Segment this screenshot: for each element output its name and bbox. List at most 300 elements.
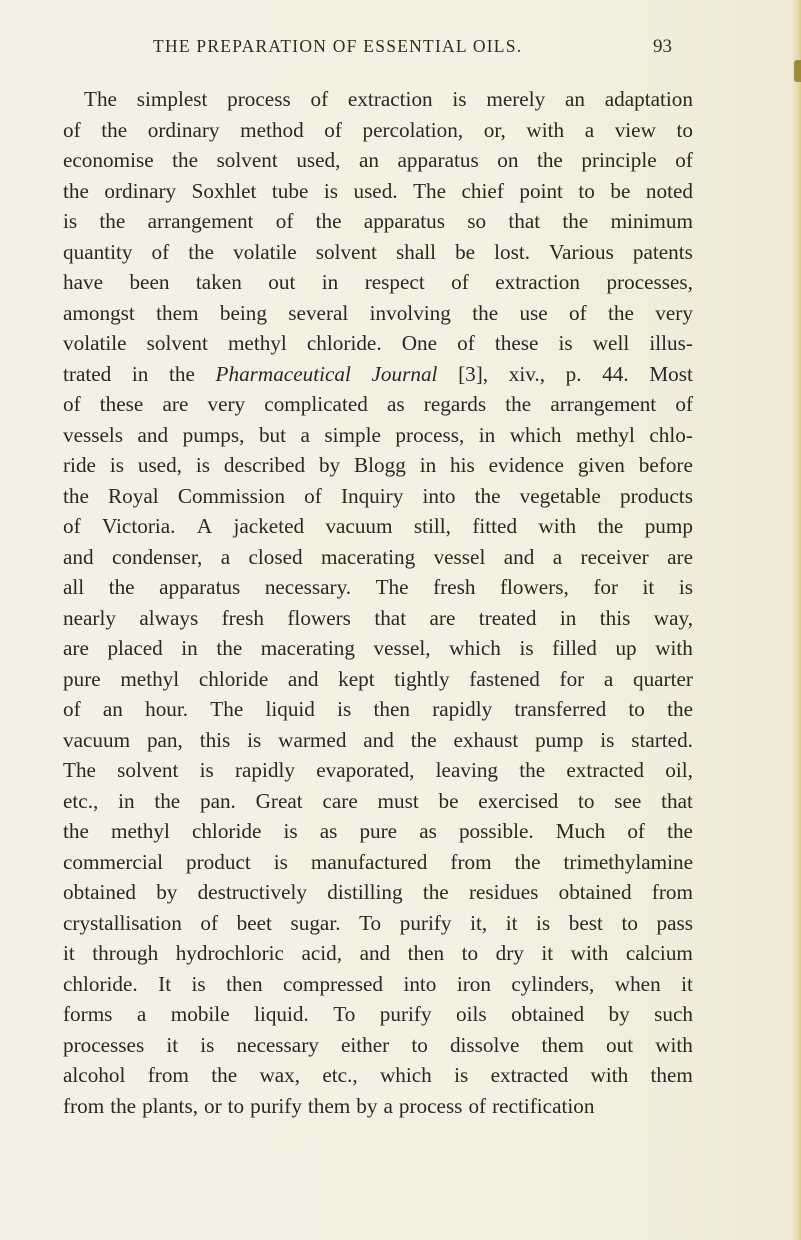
word: fastened: [469, 666, 540, 691]
word: is: [273, 849, 288, 874]
word: which: [509, 422, 562, 447]
text-line: [63, 908, 693, 939]
word: It: [158, 971, 172, 996]
word: or: [204, 1093, 222, 1118]
word: leaving: [435, 758, 499, 782]
word: it: [505, 910, 518, 935]
word: shall: [396, 239, 437, 264]
word: with: [538, 514, 577, 538]
word: rapidly: [234, 758, 295, 782]
page-edge-shadow: [791, 0, 801, 1240]
word: the: [422, 880, 449, 904]
word: flowers,: [499, 575, 569, 599]
word: and: [503, 544, 535, 569]
word: methyl: [576, 422, 635, 447]
text-line: [63, 389, 693, 420]
word: this: [199, 727, 231, 752]
word: condenser,: [111, 544, 203, 569]
word: that: [661, 788, 693, 813]
text-line: [63, 542, 693, 573]
text-line: [63, 237, 693, 268]
word: The: [63, 758, 96, 782]
word: rectification: [492, 1093, 595, 1118]
text-line: [63, 267, 693, 298]
word: [3],: [458, 361, 489, 386]
word: the: [188, 239, 215, 264]
text-line: [63, 206, 693, 237]
word: sugar.: [290, 910, 341, 935]
text-line: [63, 999, 693, 1030]
word: amongst: [63, 300, 135, 325]
word: the: [216, 636, 243, 660]
word: simple: [324, 422, 381, 447]
word: to: [461, 941, 479, 965]
word: of: [63, 514, 81, 538]
word: be: [610, 178, 631, 203]
word: pan.: [199, 788, 236, 813]
word: with: [655, 636, 693, 660]
word: The: [413, 178, 447, 203]
word: is: [63, 209, 78, 233]
word: beet: [236, 910, 272, 935]
word: obtained: [558, 880, 632, 904]
word: A: [196, 514, 213, 538]
word: Various: [549, 239, 614, 264]
word: an: [358, 148, 379, 172]
word: with: [655, 1032, 693, 1057]
text-line: [63, 633, 693, 664]
word: best: [568, 910, 603, 935]
word: for: [593, 575, 619, 599]
text-line: [63, 176, 693, 207]
word: as: [386, 392, 405, 416]
text-line: [63, 725, 693, 756]
word: chloride: [191, 819, 262, 843]
word: of: [200, 910, 219, 935]
word: the: [99, 209, 126, 233]
word: purify: [379, 1002, 432, 1026]
word: the: [667, 697, 693, 721]
word: warmed: [278, 727, 347, 752]
word: from: [450, 849, 492, 874]
word: the: [472, 300, 499, 325]
word: apparatus: [397, 148, 479, 172]
word: process: [398, 1093, 463, 1118]
word: is: [600, 727, 615, 752]
word: the: [108, 575, 135, 599]
word: to: [578, 788, 595, 813]
word: To: [333, 1002, 356, 1026]
page-header: [0, 36, 801, 58]
word: a: [584, 117, 595, 142]
word: is: [678, 575, 693, 599]
word: that: [508, 209, 541, 233]
word: the: [169, 361, 195, 386]
word: an: [102, 697, 123, 721]
word: nearly: [63, 605, 116, 630]
word: then: [373, 697, 410, 721]
word: and: [63, 544, 94, 569]
word: noted: [645, 178, 693, 203]
word: commercial: [63, 849, 163, 874]
word: of: [304, 483, 322, 508]
word: is: [109, 453, 124, 477]
word: cylinders,: [511, 971, 595, 996]
word: arrangement: [550, 392, 657, 416]
word: is: [200, 1032, 215, 1057]
word: methyl: [110, 819, 170, 843]
text-line: [63, 786, 693, 817]
word: volatile: [63, 331, 127, 355]
word: arrangement: [147, 209, 254, 233]
word: it: [166, 1032, 179, 1057]
word: and: [359, 941, 391, 965]
word: evaporated,: [316, 758, 415, 782]
word: trated: [63, 361, 112, 386]
word: into: [403, 971, 437, 996]
word: or,: [483, 117, 506, 142]
word: out: [606, 1032, 634, 1057]
word: vacuum: [325, 514, 393, 538]
word: are: [162, 392, 189, 416]
word: his: [450, 453, 475, 477]
word: out: [268, 270, 296, 294]
word: when: [614, 971, 661, 996]
word: alcohol: [63, 1063, 126, 1087]
word: Inquiry: [340, 483, 404, 508]
text-line: [63, 816, 693, 847]
word: Soxhlet: [191, 178, 257, 203]
word: etc.,: [63, 788, 99, 813]
word: necessary.: [264, 575, 352, 599]
word: hydrochloric: [175, 941, 284, 965]
word: by: [318, 453, 341, 477]
word: products: [619, 483, 693, 508]
word: solvent: [146, 331, 208, 355]
word: solvent: [216, 148, 278, 172]
word: is: [191, 971, 206, 996]
word: a: [552, 544, 563, 569]
word: plants,: [142, 1093, 198, 1118]
word: possible.: [458, 819, 534, 843]
word: the: [63, 178, 89, 203]
word: receiver: [580, 544, 649, 569]
word: by: [156, 880, 178, 904]
word: into: [422, 483, 456, 508]
word: must: [377, 788, 419, 813]
word: is: [337, 697, 352, 721]
page-edge-mark: [794, 60, 801, 82]
word: to: [578, 178, 595, 203]
word: vessel: [433, 544, 486, 569]
word: the: [172, 148, 199, 172]
word: the: [110, 1093, 137, 1118]
word: crystallisation: [63, 910, 182, 935]
word: which: [449, 636, 501, 660]
word: fresh: [221, 605, 264, 630]
word: process: [227, 87, 291, 111]
word: of: [151, 239, 170, 264]
text-line: [63, 145, 693, 176]
text-line: [63, 511, 693, 542]
word: Commission: [177, 483, 285, 508]
word: acid,: [301, 941, 343, 965]
word: The: [210, 697, 244, 721]
word: from: [651, 880, 693, 904]
text-line: [63, 572, 693, 603]
word: exhaust: [453, 727, 519, 752]
word: view: [614, 117, 656, 142]
word: minimum: [610, 209, 693, 233]
word: processes: [63, 1032, 145, 1057]
word: filled: [552, 636, 597, 660]
word: it: [63, 941, 75, 965]
word: with: [526, 117, 565, 142]
word: way,: [653, 605, 693, 630]
word: percolation,: [362, 117, 464, 142]
word: use: [519, 300, 548, 325]
word: methyl: [227, 331, 287, 355]
word: described: [223, 453, 306, 477]
word: is: [283, 819, 298, 843]
word: in: [118, 788, 135, 813]
word: in: [478, 422, 496, 447]
word: product: [186, 849, 251, 874]
word: is: [536, 910, 551, 935]
word: with: [570, 941, 609, 965]
word: patents: [632, 239, 693, 264]
word: up: [615, 636, 637, 660]
word: destructively: [197, 880, 308, 904]
word: method: [240, 117, 304, 142]
word: ordinary: [147, 117, 220, 142]
word: obtained: [511, 1002, 585, 1026]
word: One: [401, 331, 438, 355]
word: it,: [470, 910, 488, 935]
word: necessary: [236, 1032, 319, 1057]
word: that: [374, 605, 407, 630]
word: through: [92, 941, 159, 965]
word: in: [559, 605, 577, 630]
word: of: [63, 117, 81, 142]
word: this: [599, 605, 631, 630]
word: used,: [137, 453, 182, 477]
word: is: [558, 331, 573, 355]
word: pumps,: [182, 422, 245, 447]
word: purify: [399, 910, 452, 935]
word: being: [219, 300, 267, 325]
word: the: [211, 1063, 238, 1087]
word: an: [564, 87, 585, 111]
word: ordinary: [104, 178, 177, 203]
word: started.: [631, 727, 693, 752]
word: of: [675, 392, 693, 416]
word: of: [275, 209, 294, 233]
word: are: [667, 544, 693, 569]
word: process,: [395, 422, 465, 447]
word: evidence: [488, 453, 564, 477]
word: fitted: [472, 514, 518, 538]
word: taken: [195, 270, 242, 294]
word: of: [675, 148, 693, 172]
text-line: [63, 877, 693, 908]
word: solvent: [315, 239, 377, 264]
word: complicated: [264, 392, 368, 416]
word: Royal: [108, 483, 159, 508]
word: it: [642, 575, 655, 599]
text-line: [63, 847, 693, 878]
text-line: [63, 664, 693, 695]
word: by: [608, 1002, 630, 1026]
word: vessel,: [373, 636, 431, 660]
word: extraction: [347, 87, 433, 111]
text-line: [63, 969, 693, 1000]
word: chlo-: [649, 422, 693, 447]
word: pump: [535, 727, 584, 752]
word: the: [474, 483, 501, 508]
word: but: [258, 422, 287, 447]
word: involving: [369, 300, 451, 325]
word: the: [63, 483, 89, 508]
word: pure: [359, 819, 398, 843]
word: dry: [495, 941, 524, 965]
word: processes,: [606, 270, 693, 294]
word: either: [340, 1032, 390, 1057]
word: then: [226, 971, 263, 996]
running-head: THE PREPARATION OF ESSENTIAL OILS.: [153, 36, 523, 56]
text-line: [63, 755, 693, 786]
word: the: [63, 819, 89, 843]
word: be: [455, 239, 476, 264]
word: used,: [296, 148, 341, 172]
word: see: [614, 788, 642, 813]
word: a: [136, 1002, 147, 1026]
word: used.: [353, 178, 398, 203]
word: forms: [63, 1002, 113, 1026]
word: of: [451, 270, 469, 294]
word: the: [519, 758, 546, 782]
word: is: [323, 178, 338, 203]
word: The: [375, 575, 409, 599]
word: is: [247, 727, 262, 752]
body-paragraph: [63, 84, 693, 1121]
word: these: [99, 392, 144, 416]
word: regards: [423, 392, 487, 416]
word: extraction: [495, 270, 580, 294]
word: in: [181, 636, 198, 660]
word: is: [199, 758, 214, 782]
word: pure: [63, 666, 101, 691]
word: so: [467, 209, 487, 233]
word: adaptation: [604, 87, 693, 111]
text-line: [63, 298, 693, 329]
word: them: [156, 300, 199, 325]
word: oil,: [665, 758, 693, 782]
word: several: [288, 300, 349, 325]
word: which: [380, 1063, 432, 1087]
word: liquid: [265, 697, 315, 721]
word: of: [468, 1093, 487, 1118]
word: distilling: [327, 880, 403, 904]
word: pan,: [146, 727, 183, 752]
text-line: [63, 328, 693, 359]
word: chloride.: [63, 971, 138, 996]
word: and: [287, 666, 319, 691]
word: To: [359, 910, 382, 935]
word: wax,: [259, 1063, 301, 1087]
word: of: [310, 87, 329, 111]
word: of: [627, 819, 645, 843]
italic-word: Pharmaceutical: [215, 361, 351, 386]
word: lost.: [494, 239, 531, 264]
word: these: [494, 331, 539, 355]
text-line: [63, 938, 693, 969]
word: point: [519, 178, 563, 203]
word: exercised: [478, 788, 559, 813]
text-line: [63, 481, 693, 512]
text-line: [63, 1060, 693, 1091]
word: trimethylamine: [563, 849, 693, 874]
text-line: [63, 694, 693, 725]
word: Most: [649, 361, 693, 386]
word: always: [139, 605, 199, 630]
word: apparatus: [363, 209, 445, 233]
word: be: [438, 788, 459, 813]
word: very: [655, 300, 693, 325]
word: compressed: [282, 971, 384, 996]
word: it: [541, 941, 554, 965]
word: chloride.: [306, 331, 382, 355]
word: solvent: [117, 758, 179, 782]
page-number: 93: [653, 36, 672, 57]
text-line: [63, 420, 693, 451]
word: principle: [581, 148, 657, 172]
word: the: [514, 849, 541, 874]
word: by: [356, 1093, 378, 1118]
word: iron: [456, 971, 491, 996]
word: volatile: [233, 239, 297, 264]
text-line: [63, 603, 693, 634]
word: placed: [107, 636, 163, 660]
word: methyl: [120, 666, 180, 691]
word: macerating: [321, 544, 416, 569]
word: calcium: [625, 941, 693, 965]
word: tightly: [394, 666, 450, 691]
word: to: [676, 117, 693, 142]
word: the: [597, 514, 624, 538]
word: pass: [656, 910, 693, 935]
word: hour.: [145, 697, 189, 721]
word: a: [603, 666, 614, 691]
word: fresh: [433, 575, 476, 599]
word: closed: [248, 544, 303, 569]
word: of: [324, 117, 342, 142]
word: then: [407, 941, 445, 965]
word: is: [195, 453, 210, 477]
word: manufactured: [310, 849, 428, 874]
word: oils: [456, 1002, 487, 1026]
text-line: [63, 115, 693, 146]
word: from: [63, 1093, 105, 1118]
text-line: [63, 84, 693, 115]
word: the: [536, 148, 563, 172]
word: is: [519, 636, 534, 660]
word: the: [667, 819, 693, 843]
word: chloride: [198, 666, 269, 691]
word: from: [147, 1063, 189, 1087]
word: Victoria.: [102, 514, 176, 538]
word: as: [319, 819, 338, 843]
